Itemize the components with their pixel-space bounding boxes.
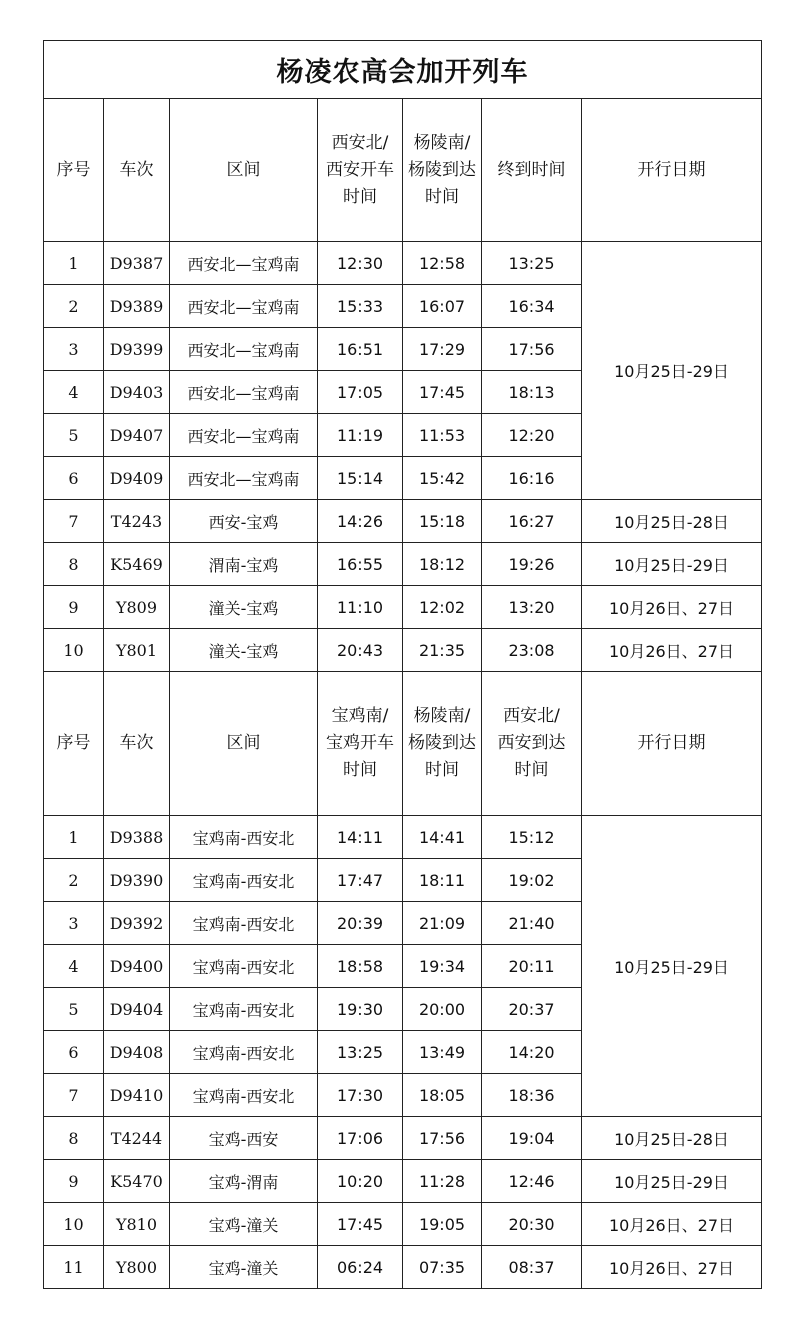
header-row bbox=[44, 99, 762, 242]
yangling-arrive-time: 20:00 bbox=[403, 988, 482, 1031]
yangling-arrive-time: 16:07 bbox=[403, 285, 482, 328]
route-cell: 西安北—宝鸡南 bbox=[170, 242, 318, 285]
column-header bbox=[482, 99, 582, 242]
train-number: D9390 bbox=[104, 859, 170, 902]
column-header bbox=[482, 672, 582, 816]
route-cell: 西安-宝鸡 bbox=[170, 500, 318, 543]
route-cell: 宝鸡-西安 bbox=[170, 1117, 318, 1160]
depart-time: 17:30 bbox=[318, 1074, 403, 1117]
column-header bbox=[44, 99, 104, 242]
operating-dates: 10月25日-29日 bbox=[582, 1160, 762, 1203]
row-number: 2 bbox=[44, 859, 104, 902]
row-number: 6 bbox=[44, 1031, 104, 1074]
depart-time: 19:30 bbox=[318, 988, 403, 1031]
train-number: D9392 bbox=[104, 902, 170, 945]
depart-time: 17:45 bbox=[318, 1203, 403, 1246]
yangling-arrive-time: 12:02 bbox=[403, 586, 482, 629]
row-number: 9 bbox=[44, 586, 104, 629]
depart-time: 17:06 bbox=[318, 1117, 403, 1160]
terminal-time: 14:20 bbox=[482, 1031, 582, 1074]
depart-time: 20:39 bbox=[318, 902, 403, 945]
route-cell: 宝鸡南-西安北 bbox=[170, 902, 318, 945]
route-cell: 潼关-宝鸡 bbox=[170, 629, 318, 672]
terminal-time: 19:02 bbox=[482, 859, 582, 902]
terminal-time: 19:04 bbox=[482, 1117, 582, 1160]
terminal-time: 23:08 bbox=[482, 629, 582, 672]
yangling-arrive-time: 18:11 bbox=[403, 859, 482, 902]
route-cell: 宝鸡南-西安北 bbox=[170, 988, 318, 1031]
route-cell: 宝鸡南-西安北 bbox=[170, 945, 318, 988]
row-number: 7 bbox=[44, 500, 104, 543]
row-number: 2 bbox=[44, 285, 104, 328]
column-header bbox=[44, 672, 104, 816]
column-header-label: 车次 bbox=[119, 159, 154, 180]
header-row bbox=[44, 672, 762, 816]
terminal-time: 16:34 bbox=[482, 285, 582, 328]
column-header-label: 区间 bbox=[226, 159, 261, 180]
train-number: D9389 bbox=[104, 285, 170, 328]
train-number: Y809 bbox=[104, 586, 170, 629]
row-number: 7 bbox=[44, 1074, 104, 1117]
depart-time: 11:10 bbox=[318, 586, 403, 629]
terminal-time: 20:11 bbox=[482, 945, 582, 988]
terminal-time: 16:16 bbox=[482, 457, 582, 500]
route-cell: 宝鸡南-西安北 bbox=[170, 859, 318, 902]
column-header-label: 西安北/西安到达时间 bbox=[497, 706, 566, 780]
terminal-time: 12:20 bbox=[482, 414, 582, 457]
terminal-time: 15:12 bbox=[482, 816, 582, 859]
depart-time: 11:19 bbox=[318, 414, 403, 457]
column-header-label: 开行日期 bbox=[637, 733, 706, 753]
yangling-arrive-time: 12:58 bbox=[403, 242, 482, 285]
train-number: D9410 bbox=[104, 1074, 170, 1117]
operating-dates: 10月25日-29日 bbox=[582, 816, 762, 1117]
depart-time: 18:58 bbox=[318, 945, 403, 988]
column-header bbox=[318, 672, 403, 816]
yangling-arrive-time: 17:29 bbox=[403, 328, 482, 371]
yangling-arrive-time: 07:35 bbox=[403, 1246, 482, 1289]
column-header-label: 车次 bbox=[119, 733, 154, 753]
column-header-label: 序号 bbox=[56, 733, 91, 753]
train-number: T4244 bbox=[104, 1117, 170, 1160]
row-number: 10 bbox=[44, 1203, 104, 1246]
terminal-time: 17:56 bbox=[482, 328, 582, 371]
table-row bbox=[44, 1117, 762, 1160]
column-header bbox=[403, 99, 482, 242]
terminal-time: 20:37 bbox=[482, 988, 582, 1031]
route-cell: 宝鸡南-西安北 bbox=[170, 816, 318, 859]
train-timetable bbox=[43, 40, 762, 1289]
route-cell: 宝鸡-潼关 bbox=[170, 1203, 318, 1246]
column-header-label: 开行日期 bbox=[637, 159, 706, 180]
depart-time: 15:14 bbox=[318, 457, 403, 500]
terminal-time: 16:27 bbox=[482, 500, 582, 543]
column-header bbox=[170, 672, 318, 816]
depart-time: 14:11 bbox=[318, 816, 403, 859]
column-header-label: 杨陵南/杨陵到达时间 bbox=[408, 706, 476, 780]
row-number: 9 bbox=[44, 1160, 104, 1203]
operating-dates: 10月25日-29日 bbox=[582, 543, 762, 586]
route-cell: 西安北—宝鸡南 bbox=[170, 457, 318, 500]
yangling-arrive-time: 15:18 bbox=[403, 500, 482, 543]
row-number: 8 bbox=[44, 1117, 104, 1160]
table-row bbox=[44, 816, 762, 859]
yangling-arrive-time: 17:56 bbox=[403, 1117, 482, 1160]
row-number: 10 bbox=[44, 629, 104, 672]
column-header bbox=[170, 99, 318, 242]
column-header-label: 序号 bbox=[56, 159, 91, 180]
page-title: 杨凌农高会加开列车 bbox=[44, 41, 762, 99]
depart-time: 17:47 bbox=[318, 859, 403, 902]
terminal-time: 12:46 bbox=[482, 1160, 582, 1203]
depart-time: 10:20 bbox=[318, 1160, 403, 1203]
route-cell: 西安北—宝鸡南 bbox=[170, 285, 318, 328]
row-number: 1 bbox=[44, 242, 104, 285]
train-number: D9407 bbox=[104, 414, 170, 457]
yangling-arrive-time: 19:34 bbox=[403, 945, 482, 988]
column-header bbox=[582, 99, 762, 242]
row-number: 1 bbox=[44, 816, 104, 859]
depart-time: 14:26 bbox=[318, 500, 403, 543]
column-header-label: 区间 bbox=[226, 733, 261, 753]
train-number: K5469 bbox=[104, 543, 170, 586]
table-row bbox=[44, 1160, 762, 1203]
operating-dates: 10月25日-28日 bbox=[582, 1117, 762, 1160]
column-header-label: 终到时间 bbox=[497, 159, 566, 180]
yangling-arrive-time: 19:05 bbox=[403, 1203, 482, 1246]
train-number: D9388 bbox=[104, 816, 170, 859]
yangling-arrive-time: 11:53 bbox=[403, 414, 482, 457]
route-cell: 宝鸡-潼关 bbox=[170, 1246, 318, 1289]
terminal-time: 13:20 bbox=[482, 586, 582, 629]
yangling-arrive-time: 17:45 bbox=[403, 371, 482, 414]
train-number: T4243 bbox=[104, 500, 170, 543]
depart-time: 13:25 bbox=[318, 1031, 403, 1074]
row-number: 11 bbox=[44, 1246, 104, 1289]
route-cell: 宝鸡-渭南 bbox=[170, 1160, 318, 1203]
table-row bbox=[44, 629, 762, 672]
terminal-time: 20:30 bbox=[482, 1203, 582, 1246]
column-header-label: 宝鸡南/宝鸡开车时间 bbox=[326, 706, 394, 780]
row-number: 8 bbox=[44, 543, 104, 586]
train-number: Y800 bbox=[104, 1246, 170, 1289]
row-number: 3 bbox=[44, 902, 104, 945]
terminal-time: 18:36 bbox=[482, 1074, 582, 1117]
yangling-arrive-time: 18:12 bbox=[403, 543, 482, 586]
timetable-body bbox=[44, 41, 762, 1289]
row-number: 4 bbox=[44, 371, 104, 414]
row-number: 6 bbox=[44, 457, 104, 500]
row-number: 5 bbox=[44, 414, 104, 457]
yangling-arrive-time: 15:42 bbox=[403, 457, 482, 500]
depart-time: 16:51 bbox=[318, 328, 403, 371]
table-row bbox=[44, 500, 762, 543]
terminal-time: 13:25 bbox=[482, 242, 582, 285]
yangling-arrive-time: 11:28 bbox=[403, 1160, 482, 1203]
yangling-arrive-time: 21:35 bbox=[403, 629, 482, 672]
row-number: 3 bbox=[44, 328, 104, 371]
terminal-time: 19:26 bbox=[482, 543, 582, 586]
depart-time: 17:05 bbox=[318, 371, 403, 414]
route-cell: 潼关-宝鸡 bbox=[170, 586, 318, 629]
train-number: Y801 bbox=[104, 629, 170, 672]
table-row bbox=[44, 586, 762, 629]
row-number: 4 bbox=[44, 945, 104, 988]
column-header-label: 杨陵南/杨陵到达时间 bbox=[408, 132, 476, 207]
yangling-arrive-time: 18:05 bbox=[403, 1074, 482, 1117]
operating-dates: 10月26日、27日 bbox=[582, 629, 762, 672]
operating-dates: 10月26日、27日 bbox=[582, 586, 762, 629]
yangling-arrive-time: 13:49 bbox=[403, 1031, 482, 1074]
train-number: D9408 bbox=[104, 1031, 170, 1074]
train-number: D9409 bbox=[104, 457, 170, 500]
train-number: D9387 bbox=[104, 242, 170, 285]
table-row bbox=[44, 242, 762, 285]
train-number: D9399 bbox=[104, 328, 170, 371]
depart-time: 12:30 bbox=[318, 242, 403, 285]
train-number: D9404 bbox=[104, 988, 170, 1031]
operating-dates: 10月25日-28日 bbox=[582, 500, 762, 543]
operating-dates: 10月26日、27日 bbox=[582, 1203, 762, 1246]
train-number: D9400 bbox=[104, 945, 170, 988]
operating-dates: 10月26日、27日 bbox=[582, 1246, 762, 1289]
terminal-time: 21:40 bbox=[482, 902, 582, 945]
column-header bbox=[403, 672, 482, 816]
train-number: D9403 bbox=[104, 371, 170, 414]
table-row bbox=[44, 543, 762, 586]
operating-dates: 10月25日-29日 bbox=[582, 242, 762, 500]
route-cell: 西安北—宝鸡南 bbox=[170, 414, 318, 457]
train-number: K5470 bbox=[104, 1160, 170, 1203]
row-number: 5 bbox=[44, 988, 104, 1031]
terminal-time: 18:13 bbox=[482, 371, 582, 414]
route-cell: 西安北—宝鸡南 bbox=[170, 371, 318, 414]
train-number: Y810 bbox=[104, 1203, 170, 1246]
route-cell: 宝鸡南-西安北 bbox=[170, 1074, 318, 1117]
depart-time: 20:43 bbox=[318, 629, 403, 672]
table-row bbox=[44, 1246, 762, 1289]
column-header bbox=[582, 672, 762, 816]
route-cell: 宝鸡南-西安北 bbox=[170, 1031, 318, 1074]
yangling-arrive-time: 21:09 bbox=[403, 902, 482, 945]
route-cell: 西安北—宝鸡南 bbox=[170, 328, 318, 371]
depart-time: 15:33 bbox=[318, 285, 403, 328]
depart-time: 06:24 bbox=[318, 1246, 403, 1289]
column-header bbox=[318, 99, 403, 242]
column-header bbox=[104, 99, 170, 242]
yangling-arrive-time: 14:41 bbox=[403, 816, 482, 859]
column-header-label: 西安北/西安开车时间 bbox=[326, 132, 394, 207]
table-row bbox=[44, 1203, 762, 1246]
terminal-time: 08:37 bbox=[482, 1246, 582, 1289]
column-header bbox=[104, 672, 170, 816]
route-cell: 渭南-宝鸡 bbox=[170, 543, 318, 586]
depart-time: 16:55 bbox=[318, 543, 403, 586]
